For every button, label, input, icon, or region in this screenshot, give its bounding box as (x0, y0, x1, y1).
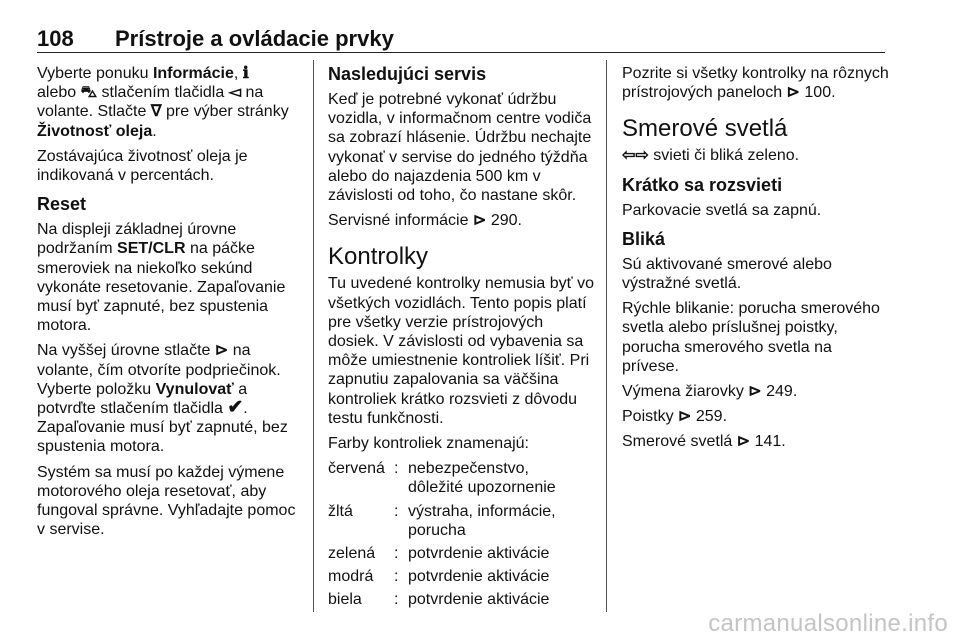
text: Servisné informácie (328, 212, 473, 230)
paragraph-reset-basic (37, 220, 299, 335)
text: Smerové svetlá (622, 433, 737, 451)
text: Výmena žiarovky (622, 383, 749, 401)
text: Na displeji základnej úrovne podržaním (37, 221, 237, 258)
color-separator: : (394, 545, 399, 563)
color-row (328, 567, 588, 590)
heading-blink: Bliká (622, 228, 666, 249)
paragraph-reset-note: Systém sa musí po každej výmene motorového oleja resetovať, aby fungoval správne. Vyhľadajte pomoc v servise. (37, 463, 296, 539)
text: Vyberte ponuku (37, 65, 153, 82)
color-separator: : (394, 460, 399, 478)
heading-short-light: Krátko sa rozsvieti (622, 174, 783, 195)
heading-turn-signals: Smerové svetlá (622, 115, 788, 143)
text: na volante, čím otvoríte podpriečinok. Vyberte položku (37, 342, 281, 398)
button-set-clr: SET/CLR (117, 240, 186, 258)
page-ref-icon: ⊳ (736, 433, 751, 451)
color-meaning: potvrdenie aktivácie (408, 545, 550, 563)
column-3 (622, 64, 890, 458)
page-ref: 249. (766, 383, 798, 401)
item-vynulovat: Vynulovať (155, 380, 234, 398)
text: na páčke smeroviek na niekoľko sekúnd vykonáte resetovanie. Zapaľovanie musí byť zapnuté, bez spustenia motora. (37, 240, 286, 335)
color-name: modrá (328, 568, 374, 586)
color-separator: : (394, 502, 399, 520)
paragraph-reset-advanced (37, 341, 299, 456)
page-ref-icon: ⊳ (472, 212, 487, 230)
paragraph-fuse-ref (622, 407, 890, 426)
color-name: žltá (328, 502, 353, 520)
turn-signal-icon: ⇦⇨ (622, 147, 649, 165)
page-ref-icon: ⊳ (786, 84, 800, 102)
paragraph-bulb-ref (622, 382, 890, 401)
paragraph-parking-lights: Parkovacie svetlá sa zapnú. (622, 201, 822, 219)
page-ref: 141. (754, 433, 786, 451)
text: alebo (37, 84, 81, 102)
color-meaning: potvrdenie aktivácie (408, 591, 550, 609)
paragraph-fast-blink: Rýchle blikanie: porucha smerového svetla alebo príslušnej poistky, porucha smerového svetla na prívese. (622, 300, 880, 375)
page-zivotnost-oleja: Životnosť oleja (37, 122, 153, 140)
left-arrow-icon: ◅ (228, 84, 242, 102)
paragraph-remaining-life: Zostávajúca životnosť oleja je indikovaná v percentách. (37, 147, 248, 185)
column-divider-2 (606, 60, 607, 612)
color-row (328, 502, 588, 544)
column-1 (37, 64, 299, 545)
page-ref: 290. (490, 212, 522, 230)
color-meaning: výstraha, informácie, porucha (408, 502, 556, 539)
paragraph-turn-green (622, 146, 890, 165)
heading-reset: Reset (37, 194, 87, 215)
color-separator: : (394, 591, 399, 609)
text: stlačením tlačidla (97, 84, 229, 102)
text: a potvrďte stlačením tlačidla (37, 380, 248, 418)
color-name: červená (328, 460, 385, 478)
text: Pozrite si všetky kontrolky na rôznych prístrojových paneloch (622, 65, 889, 102)
info-icon: ℹ (242, 65, 249, 82)
column-2 (328, 64, 596, 614)
color-separator: : (394, 568, 399, 586)
page-title: Prístroje a ovládacie prvky (115, 26, 394, 51)
text: . Zapaľovanie musí byť zapnuté, bez spustenia motora. (37, 400, 288, 456)
heading-next-service: Nasledujúci servis (328, 64, 487, 84)
color-row (328, 459, 588, 501)
paragraph-service-info (328, 211, 596, 230)
watermark: carmanualsonline.info (708, 610, 948, 637)
page-ref: 100. (804, 84, 836, 102)
paragraph-service-message: Keď je potrebné vykonať údržbu vozidla, v informačnom centre vodiča sa zobrazí hlásenie. Údržbu nechajte vykonať v servise do jedného týždňa alebo do najazdenia 500 km v závislosti od toho, čo nastane skôr. (328, 91, 592, 205)
menu-informacie: Informácie (152, 65, 234, 82)
color-meaning: potvrdenie aktivácie (408, 568, 550, 586)
page-number: 108 (37, 26, 74, 51)
car-icon: ⛍ (80, 84, 98, 102)
heading-kontrolky: Kontrolky (328, 243, 429, 271)
text: svieti či bliká zeleno. (648, 147, 800, 165)
column-divider-1 (313, 60, 314, 612)
page-ref-icon: ⊳ (678, 408, 692, 426)
text: Poistky (622, 408, 679, 426)
color-row (328, 590, 588, 613)
header-rule (37, 52, 885, 53)
paragraph-oil-menu (37, 64, 299, 141)
color-row (328, 544, 588, 567)
color-name: zelená (328, 545, 376, 563)
text: na volante. Stlačte (37, 84, 264, 121)
page-header (37, 24, 885, 54)
paragraph-colors-intro: Farby kontroliek znamenajú: (328, 435, 529, 453)
color-meaning: nebezpečenstvo, dôležité upozornenie (408, 460, 556, 497)
paragraph-indicators: Tu uvedené kontrolky nemusia byť vo všetkých vozidlách. Tento popis platí pre všetky verzie prístrojových dosiek. V závislosti od vybavenia sa môže umiestnenie kontroliek líšiť. Pri zapnutiu zapalovania sa väčšina kontroliek krátko rozsvieti z dôvodu testu funkčnosti. (328, 275, 594, 427)
paragraph-blink-active: Sú aktivované smerové alebo výstražné svetlá. (622, 255, 832, 293)
paragraph-turn-ref (622, 432, 890, 451)
page-ref-icon: ⊳ (748, 383, 762, 401)
indicator-color-table (328, 459, 588, 613)
text: Na vyššej úrovne stlačte (37, 342, 215, 360)
check-icon: ✔ (227, 397, 244, 419)
color-name: biela (328, 591, 362, 609)
right-arrow-icon: ⊳ (214, 342, 229, 360)
paragraph-see-all (622, 64, 890, 102)
down-arrow-icon: ∇ (150, 103, 162, 121)
text: pre výber stránky (161, 103, 289, 121)
text: . (152, 122, 157, 140)
text: , (233, 65, 243, 82)
page-ref: 259. (695, 408, 728, 426)
